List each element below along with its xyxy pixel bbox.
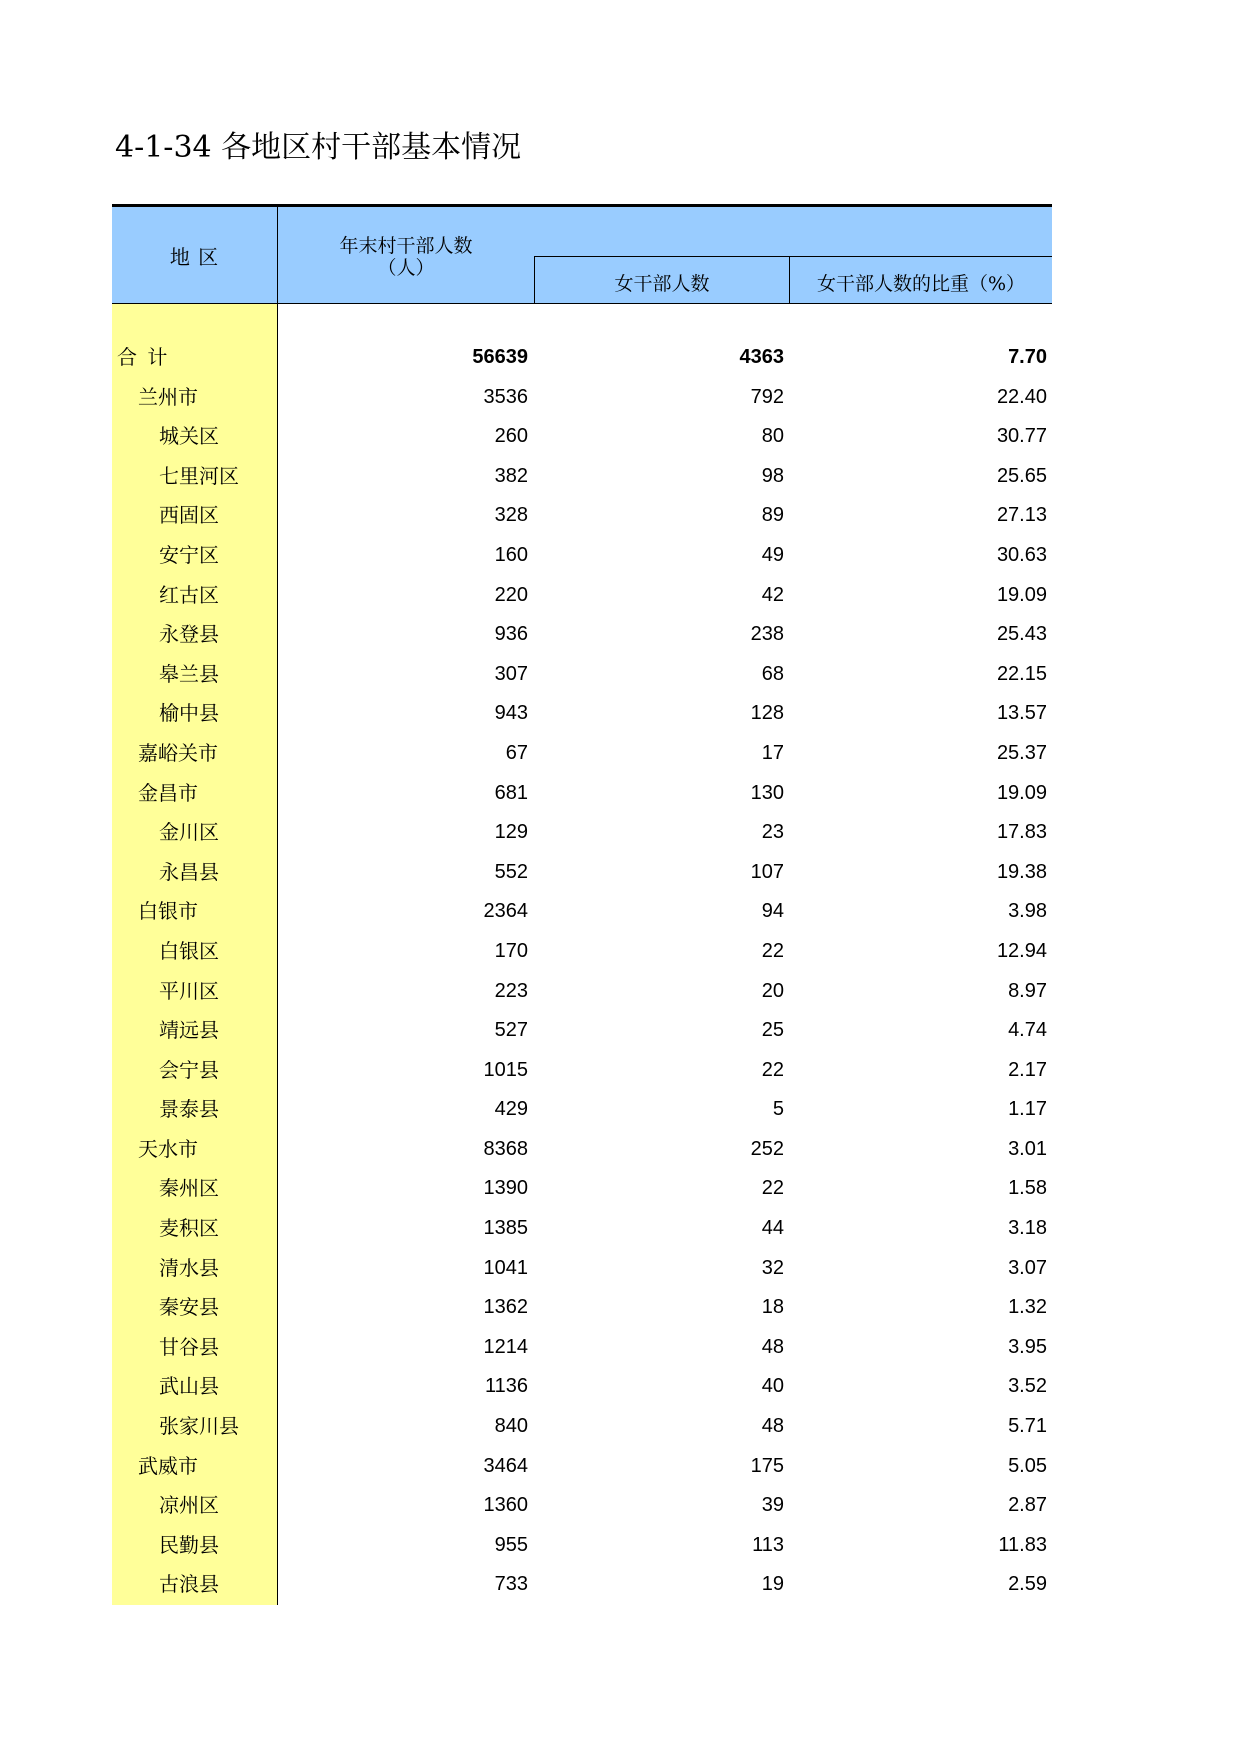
female-ratio-cell: 17.83 xyxy=(996,821,1047,844)
total-cadres-cell: 936 xyxy=(494,623,528,646)
female-ratio-cell: 25.37 xyxy=(996,741,1047,764)
total-cadres-cell: 1214 xyxy=(483,1335,528,1358)
total-cadres-cell: 1015 xyxy=(483,1058,528,1081)
header-total-line2: （人） xyxy=(377,257,435,279)
table-row xyxy=(112,813,1052,853)
total-cadres-cell: 328 xyxy=(494,504,528,527)
total-cadres-cell: 840 xyxy=(494,1415,528,1438)
total-cadres-cell: 382 xyxy=(494,464,528,487)
table-row xyxy=(112,1407,1052,1447)
table-row xyxy=(112,1130,1052,1170)
female-cadres-cell: 44 xyxy=(761,1217,784,1240)
female-cadres-cell: 238 xyxy=(750,623,784,646)
female-ratio-cell: 1.58 xyxy=(1008,1177,1047,1200)
female-ratio-cell: 1.32 xyxy=(1008,1296,1047,1319)
table-row xyxy=(112,1051,1052,1091)
female-cadres-cell: 42 xyxy=(761,583,784,606)
female-cadres-cell: 98 xyxy=(761,464,784,487)
female-cadres-cell: 107 xyxy=(750,860,784,883)
table-row xyxy=(112,774,1052,814)
female-cadres-cell: 252 xyxy=(750,1137,784,1160)
female-ratio-cell: 2.17 xyxy=(1008,1058,1047,1081)
table-row xyxy=(112,694,1052,734)
table-header xyxy=(112,204,1052,304)
female-ratio-cell: 27.13 xyxy=(996,504,1047,527)
female-cadres-cell: 39 xyxy=(761,1494,784,1517)
female-cadres-cell: 792 xyxy=(750,385,784,408)
total-cadres-cell: 733 xyxy=(494,1573,528,1596)
region-name-cell: 张家川县 xyxy=(159,1414,239,1439)
table-row xyxy=(112,1169,1052,1209)
female-ratio-cell: 3.07 xyxy=(1008,1256,1047,1279)
female-cadres-cell: 68 xyxy=(761,662,784,685)
female-ratio-cell: 22.15 xyxy=(996,662,1047,685)
female-cadres-cell: 89 xyxy=(761,504,784,527)
total-cadres-cell: 1390 xyxy=(483,1177,528,1200)
female-cadres-cell: 128 xyxy=(750,702,784,725)
female-ratio-cell: 3.95 xyxy=(1008,1335,1047,1358)
female-cadres-cell: 40 xyxy=(761,1375,784,1398)
female-ratio-cell: 30.63 xyxy=(996,543,1047,566)
table-row xyxy=(112,1526,1052,1566)
female-ratio-cell: 30.77 xyxy=(996,425,1047,448)
region-name-cell: 合 计 xyxy=(117,345,170,369)
female-ratio-cell: 5.05 xyxy=(1008,1454,1047,1477)
region-name-cell: 西固区 xyxy=(159,503,219,528)
header-sub-columns xyxy=(534,256,1052,304)
table-row xyxy=(112,576,1052,616)
table-row xyxy=(112,1447,1052,1487)
region-name-cell: 天水市 xyxy=(138,1136,198,1161)
table-rows xyxy=(112,304,1052,1605)
region-name-cell: 麦积区 xyxy=(159,1216,219,1241)
region-name-cell: 凉州区 xyxy=(159,1493,219,1518)
table-row xyxy=(112,457,1052,497)
female-ratio-cell: 3.01 xyxy=(1008,1137,1047,1160)
table-row xyxy=(112,853,1052,893)
female-cadres-cell: 49 xyxy=(761,543,784,566)
female-cadres-cell: 130 xyxy=(750,781,784,804)
region-name-cell: 景泰县 xyxy=(159,1097,219,1122)
female-ratio-cell: 2.59 xyxy=(1008,1573,1047,1596)
table-row xyxy=(112,1328,1052,1368)
region-name-cell: 金昌市 xyxy=(138,780,198,805)
female-cadres-cell: 175 xyxy=(750,1454,784,1477)
table-row xyxy=(112,892,1052,932)
female-ratio-cell: 22.40 xyxy=(996,385,1047,408)
table-row xyxy=(112,536,1052,576)
total-cadres-cell: 223 xyxy=(494,979,528,1002)
table-row xyxy=(112,1011,1052,1051)
female-ratio-cell: 4.74 xyxy=(1008,1019,1047,1042)
female-cadres-cell: 32 xyxy=(761,1256,784,1279)
total-cadres-cell: 955 xyxy=(494,1533,528,1556)
table-row xyxy=(112,1288,1052,1328)
female-ratio-cell: 2.87 xyxy=(1008,1494,1047,1517)
table-row xyxy=(112,615,1052,655)
female-cadres-cell: 113 xyxy=(752,1533,784,1556)
female-cadres-cell: 4363 xyxy=(739,346,784,368)
total-cadres-cell: 307 xyxy=(494,662,528,685)
table-body xyxy=(112,304,1052,1605)
table-row xyxy=(112,1249,1052,1289)
total-cadres-cell: 1136 xyxy=(484,1375,528,1398)
total-cadres-cell: 8368 xyxy=(483,1137,528,1160)
region-name-cell: 兰州市 xyxy=(138,384,198,409)
region-name-cell: 武威市 xyxy=(138,1453,198,1478)
female-ratio-cell: 5.71 xyxy=(1008,1415,1047,1438)
header-female-cadres: 女干部人数 xyxy=(534,257,790,304)
region-name-cell: 白银区 xyxy=(159,938,219,963)
header-region: 地 区 xyxy=(112,207,278,303)
header-total-cadres xyxy=(278,207,534,303)
region-name-cell: 平川区 xyxy=(159,978,219,1003)
female-cadres-cell: 19 xyxy=(761,1573,784,1596)
table-row xyxy=(112,496,1052,536)
total-cadres-cell: 1360 xyxy=(483,1494,528,1517)
table-row xyxy=(112,417,1052,457)
region-name-cell: 会宁县 xyxy=(159,1057,219,1082)
region-name-cell: 红古区 xyxy=(159,582,219,607)
female-cadres-cell: 23 xyxy=(761,821,784,844)
region-name-cell: 永昌县 xyxy=(159,859,219,884)
total-cadres-cell: 56639 xyxy=(472,346,528,368)
table-row xyxy=(112,932,1052,972)
female-ratio-cell: 7.70 xyxy=(1008,346,1047,368)
table-row xyxy=(112,1209,1052,1249)
header-total-line1: 年末村干部人数 xyxy=(339,235,473,257)
female-ratio-cell: 8.97 xyxy=(1008,979,1047,1002)
region-name-cell: 榆中县 xyxy=(159,701,219,726)
female-ratio-cell: 11.83 xyxy=(998,1533,1047,1556)
female-cadres-cell: 80 xyxy=(761,425,784,448)
table-row xyxy=(112,1090,1052,1130)
female-ratio-cell: 1.17 xyxy=(1008,1098,1047,1121)
region-name-cell: 武山县 xyxy=(159,1374,219,1399)
total-cadres-cell: 1041 xyxy=(483,1256,528,1279)
female-cadres-cell: 25 xyxy=(761,1019,784,1042)
female-ratio-cell: 13.57 xyxy=(996,702,1047,725)
table-row xyxy=(112,734,1052,774)
region-name-cell: 永登县 xyxy=(159,622,219,647)
region-name-cell: 靖远县 xyxy=(159,1018,219,1043)
region-name-cell: 金川区 xyxy=(159,820,219,845)
region-name-cell: 嘉峪关市 xyxy=(138,740,218,765)
female-ratio-cell: 19.09 xyxy=(996,583,1047,606)
region-name-cell: 清水县 xyxy=(159,1255,219,1280)
region-name-cell: 七里河区 xyxy=(159,463,239,488)
region-name-cell: 皋兰县 xyxy=(159,661,219,686)
female-ratio-cell: 19.38 xyxy=(996,860,1047,883)
total-cadres-cell: 527 xyxy=(494,1019,528,1042)
total-cadres-cell: 3536 xyxy=(483,385,528,408)
female-cadres-cell: 5 xyxy=(772,1098,784,1121)
total-cadres-cell: 67 xyxy=(505,741,528,764)
region-name-cell: 秦州区 xyxy=(159,1176,219,1201)
female-cadres-cell: 22 xyxy=(761,1058,784,1081)
region-name-cell: 城关区 xyxy=(159,424,219,449)
total-cadres-cell: 3464 xyxy=(483,1454,528,1477)
table-row xyxy=(112,1367,1052,1407)
female-cadres-cell: 17 xyxy=(761,741,784,764)
female-ratio-cell: 12.94 xyxy=(996,939,1047,962)
female-ratio-cell: 3.18 xyxy=(1008,1217,1047,1240)
total-cadres-cell: 220 xyxy=(494,583,528,606)
table-row xyxy=(112,972,1052,1012)
total-cadres-cell: 160 xyxy=(494,543,528,566)
table-row xyxy=(112,338,1052,378)
total-cadres-cell: 552 xyxy=(494,860,528,883)
region-name-cell: 安宁区 xyxy=(159,542,219,567)
total-cadres-cell: 681 xyxy=(494,781,528,804)
female-ratio-cell: 3.98 xyxy=(1008,900,1047,923)
total-cadres-cell: 943 xyxy=(494,702,528,725)
page-title: 4-1-34 各地区村干部基本情况 xyxy=(115,130,522,165)
female-ratio-cell: 25.65 xyxy=(996,464,1047,487)
table-row xyxy=(112,378,1052,418)
table-row xyxy=(112,1565,1052,1605)
region-name-cell: 甘谷县 xyxy=(159,1334,219,1359)
female-cadres-cell: 22 xyxy=(761,1177,784,1200)
female-ratio-cell: 19.09 xyxy=(996,781,1047,804)
region-name-cell: 古浪县 xyxy=(159,1572,219,1597)
table-row xyxy=(112,655,1052,695)
table-row xyxy=(112,1486,1052,1526)
data-table xyxy=(112,204,1052,1605)
female-cadres-cell: 20 xyxy=(761,979,784,1002)
region-name-cell: 白银市 xyxy=(138,899,198,924)
female-cadres-cell: 18 xyxy=(761,1296,784,1319)
region-name-cell: 民勤县 xyxy=(159,1532,219,1557)
female-cadres-cell: 94 xyxy=(761,900,784,923)
total-cadres-cell: 1385 xyxy=(483,1217,528,1240)
total-cadres-cell: 170 xyxy=(494,939,528,962)
female-ratio-cell: 25.43 xyxy=(996,623,1047,646)
total-cadres-cell: 429 xyxy=(494,1098,528,1121)
region-name-cell: 秦安县 xyxy=(159,1295,219,1320)
total-cadres-cell: 1362 xyxy=(483,1296,528,1319)
female-ratio-cell: 3.52 xyxy=(1008,1375,1047,1398)
total-cadres-cell: 129 xyxy=(494,821,528,844)
header-female-ratio: 女干部人数的比重（%） xyxy=(816,273,1026,295)
female-cadres-cell: 48 xyxy=(761,1415,784,1438)
total-cadres-cell: 2364 xyxy=(483,900,528,923)
total-cadres-cell: 260 xyxy=(494,425,528,448)
female-cadres-cell: 48 xyxy=(761,1335,784,1358)
female-cadres-cell: 22 xyxy=(761,939,784,962)
